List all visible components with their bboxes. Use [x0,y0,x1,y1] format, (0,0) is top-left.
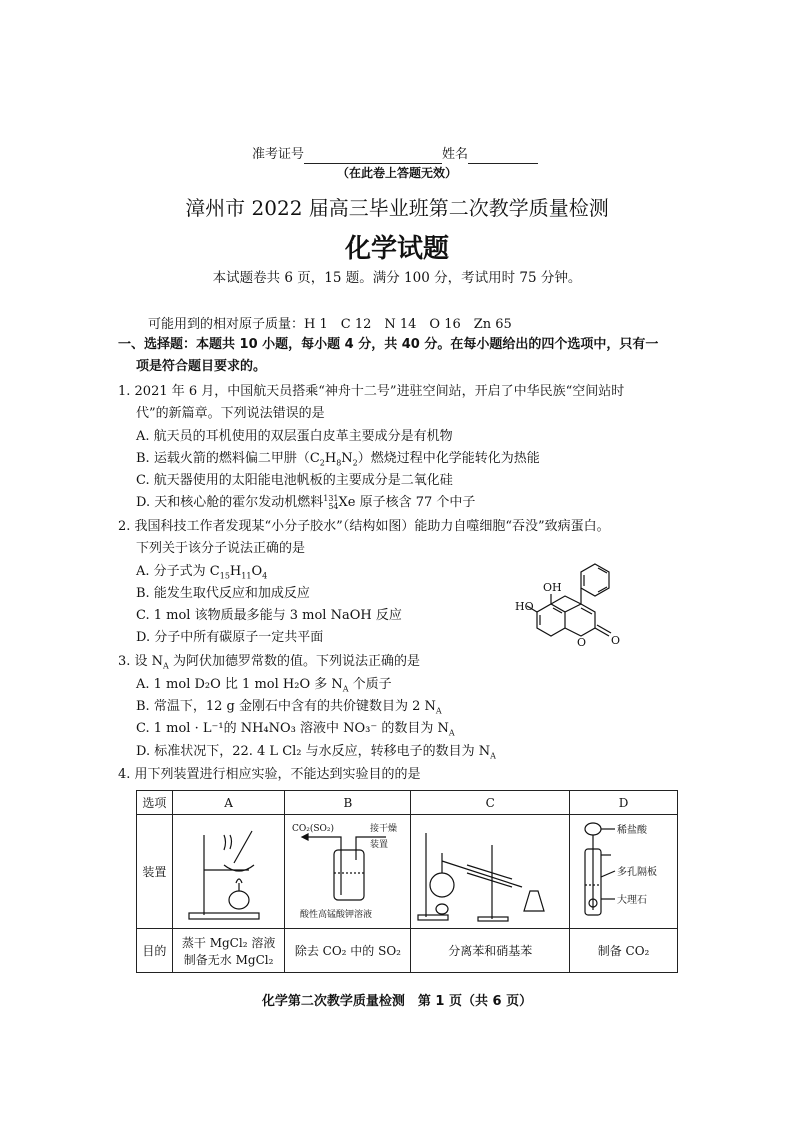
q1-option-b[interactable]: B. 运载火箭的燃料偏二甲肼$(C_2H_8N_2)$燃烧过程中化学能转化为热能 [136,451,540,468]
exam-intro: 本试题卷共 6 页，15 题。满分 100 分，考试用时 75 分钟。 [212,270,582,286]
section1-line1: 一、选择题：本题共 10 小题，每小题 4 分，共 40 分。在每小题给出的四个选项中，只有一 [118,337,659,352]
col-header-c: C [411,791,570,815]
label-marble: 大理石 [616,895,647,906]
label-to-dryer-2: 装置 [369,840,388,850]
label-to-dryer-1: 接干燥 [369,824,397,834]
section1-line2: 项是符合题目要求的。 [136,359,267,374]
mol-oh-top: OH [543,581,562,594]
purpose-a-line2: 制备无水 MgCl₂ [183,952,274,967]
device-a [172,815,285,929]
label-kmno4-solution: 酸性高锰酸钾溶液 [299,910,372,920]
purpose-b: 除去 CO₂ 中的 SO₂ [285,929,411,973]
q3-option-b-text: B. 常温下，12 g 金刚石中含有的共价键数目为 2 N [136,699,436,714]
admission-label: 准考证号 [252,147,305,162]
q3-option-c-text: C. 1 mol · L⁻¹的 NH₄NO₃ 溶液中 NO₃⁻ 的数目为 N [136,721,449,736]
label-porous-plate: 多孔隔板 [616,867,657,878]
kipp-generator-apparatus [571,815,677,925]
exam-title: 漳州市 2022 届高三毕业班第二次教学质量检测 [185,196,609,220]
purpose-c: 分离苯和硝基苯 [411,929,570,973]
purpose-a [172,929,285,973]
q3-option-a[interactable]: A. 1 mol D₂O 比 1 mol H₂O 多 $N_A$ 个质子 [136,677,392,694]
row-label-device: 装置 [137,815,173,929]
distillation-apparatus [412,815,568,925]
name-blank[interactable] [468,149,538,164]
q2-option-d[interactable]: D. 分子中所有碳原子一定共平面 [136,630,324,645]
col-header-b: B [285,791,411,815]
subject-title: 化学试题 [344,234,449,264]
device-c [411,815,570,929]
molecule-structure-diagram [515,558,650,668]
q1-option-d-pre: D. 天和核心舱的霍尔发动机燃料 [136,495,324,510]
col-header-a: A [172,791,285,815]
q2-stem-2: 下列关于该分子说法正确的是 [136,541,306,556]
evaporating-dish-apparatus [174,815,284,925]
q1-stem-1: 1. 2021 年 6 月，中国航天员搭乘“神舟十二号”进驻空间站，开启了中华民族“空间站时 [118,384,625,399]
mol-carbonyl-oxygen: O [611,634,621,647]
mol-ho-left: HO [515,600,534,613]
page-footer: 化学第二次教学质量检测 第 1 页（共 6 页） [261,994,533,1009]
q3-stem-post: 为阿伏加德罗常数的值。下列说法正确的是 [168,654,420,669]
q3-option-b[interactable]: B. 常温下，12 g 金刚石中含有的共价键数目为 2 $N_A$ [136,699,442,716]
q2-stem-1: 2. 我国科技工作者发现某“小分子胶水”（结构如图）能助力自噬细胞“吞没”致病蛋白。 [118,519,610,534]
name-label: 姓名 [442,147,469,162]
col-header-d: D [570,791,678,815]
q1-option-d[interactable]: D. 天和核心舱的霍尔发动机燃料 131 54 Xe 原子核含 77 个中子 [136,493,476,511]
q2-option-b[interactable]: B. 能发生取代反应和加成反应 [136,586,310,601]
admission-number-line [252,146,538,164]
q1-option-c[interactable]: C. 航天器使用的太阳能电池帆板的主要成分是二氧化硅 [136,473,453,488]
q4-apparatus-table [136,790,678,973]
q3-option-d-text: D. 标准状况下，22. 4 L Cl₂ 与水反应，转移电子的数目为 N [136,744,491,759]
q1-stem-2: 代”的新篇章。下列说法错误的是 [136,406,325,421]
row-label-purpose: 目的 [137,929,173,973]
device-b [285,815,411,929]
mol-ring-oxygen: O [577,636,587,649]
atomic-masses: 可能用到的相对原子质量：H 1 C 12 N 14 O 16 Zn 65 [148,317,512,332]
purpose-d: 制备 CO₂ [570,929,678,973]
q1-option-d-post: Xe 原子核含 77 个中子 [338,495,476,510]
device-d [570,815,678,929]
label-gas-in: CO₂(SO₂) [291,824,334,834]
q1-option-b-post: ）燃烧过程中化学能转化为热能 [357,451,540,466]
row-label-option: 选项 [137,791,173,815]
gas-washing-bottle-apparatus [286,815,410,925]
q3-option-c[interactable]: C. 1 mol · L⁻¹的 NH₄NO₃ 溶液中 NO₃⁻ 的数目为 $N_A$ [136,721,455,738]
q3-stem-pre: 3. 设 N [118,654,164,669]
q4-stem: 4. 用下列装置进行相应实验，不能达到实验目的的是 [118,767,421,782]
q2-option-a-pre: A. 分子式为 C [136,564,220,579]
answer-notice: （在此卷上答题无效） [336,166,457,180]
label-dilute-hcl: 稀盐酸 [616,825,647,836]
q2-option-a[interactable]: A. 分子式为 $C_{15}H_{11}O_4$ [136,564,268,581]
q3-option-d[interactable]: D. 标准状况下，22. 4 L Cl₂ 与水反应，转移电子的数目为 $N_A$ [136,744,496,761]
admission-blank[interactable] [304,149,442,164]
q3-stem: 3. 设 $N_A$ 为阿伏加德罗常数的值。下列说法正确的是 [118,654,420,671]
q3-option-a-pre: A. 1 mol D₂O 比 1 mol H₂O 多 N [136,677,343,692]
q2-option-c[interactable]: C. 1 mol 该物质最多能与 3 mol NaOH 反应 [136,608,402,623]
q1-option-a[interactable]: A. 航天员的耳机使用的双层蛋白皮革主要成分是有机物 [136,429,453,444]
purpose-a-line1: 蒸干 MgCl₂ 溶液 [181,935,276,950]
q1-option-b-pre: B. 运载火箭的燃料偏二甲肼（C [136,451,320,466]
q3-option-a-post: 个质子 [348,677,392,692]
